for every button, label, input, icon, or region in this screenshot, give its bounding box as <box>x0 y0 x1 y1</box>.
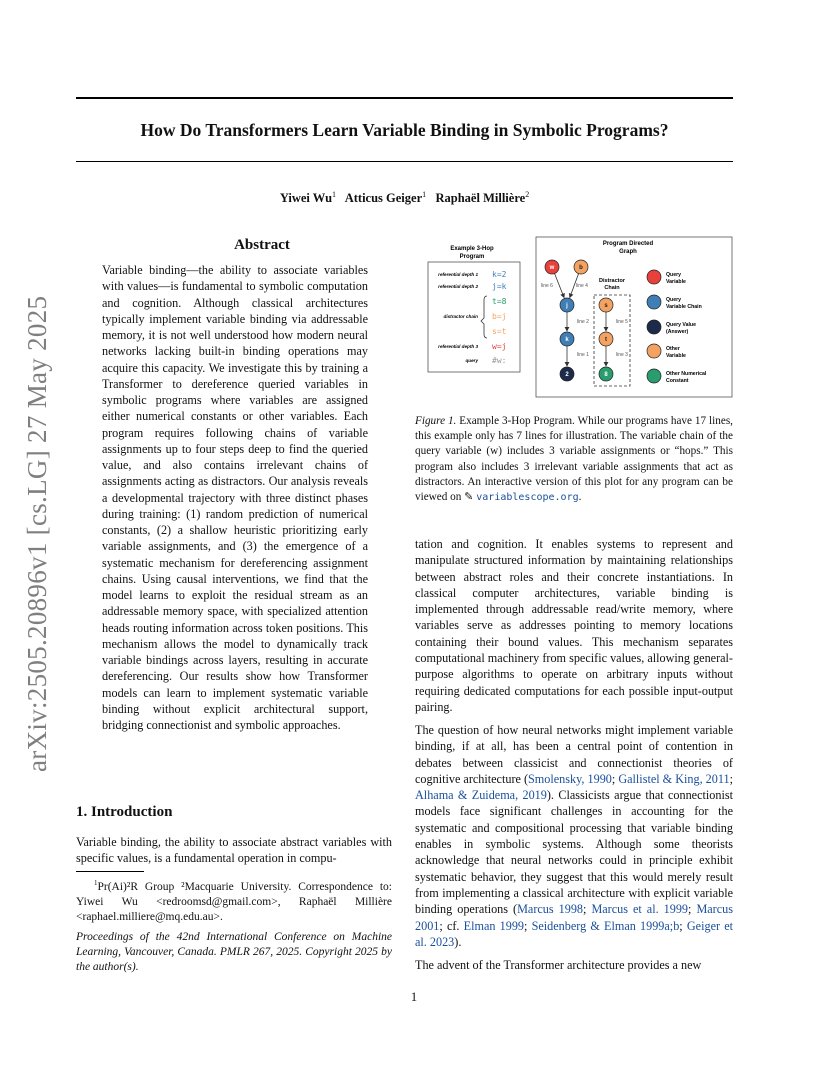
intro-paragraph: Variable binding, the ability to associate abstract variables with specific values, is a fundamental operation in compu- <box>76 835 392 866</box>
legend-swatch <box>647 369 661 383</box>
graph-title: Program Directed <box>602 241 654 247</box>
legend-label: Query Value <box>666 322 696 328</box>
legend-swatch <box>647 344 661 358</box>
legend-label: Query <box>666 272 681 278</box>
author-affiliation: 2 <box>525 190 530 199</box>
legend-label: Other Numerical <box>666 371 707 377</box>
paper-title: How Do Transformers Learn Variable Binding in Symbolic Programs? <box>140 120 669 140</box>
edge-label: line 5 <box>616 319 628 325</box>
legend-label: Constant <box>666 378 689 384</box>
edge-label: line 6 <box>541 283 553 289</box>
legend-label: Query <box>666 297 681 303</box>
graph-node-label: 8 <box>604 372 608 378</box>
citation-link[interactable]: Geiger et al. 2023 <box>415 918 734 949</box>
program-row-label: query <box>465 358 478 363</box>
edge-label: line 1 <box>577 352 589 358</box>
legend-label: Other <box>666 346 680 352</box>
legend-label: Variable <box>666 353 686 359</box>
legend-label: (Answer) <box>666 329 689 335</box>
program-row-code: j=k <box>492 282 507 291</box>
program-row-code: b=j <box>492 312 507 321</box>
footnote-affiliations: $^1$Pr(Ai)²R Group ²Macquarie University. Correspondence to: Yiwei Wu <redroomsd@gmail.com>, Raphaël Millière <raphael.milliere@mq.edu.au>. <box>76 879 392 923</box>
right-paragraph-2 <box>415 722 733 950</box>
para-text: ). <box>454 934 462 949</box>
caption-prefix: Figure 1. <box>415 415 457 427</box>
caption-text: Example 3-Hop Program. While our programs have 17 lines, this example only has 7 lines for illustration. The variable chain of the query variable (w) includes 3 variable assignments or “hops.” This program also includes 3 irrelevant variable assignments that act as distractors. An interactive version of this plot for any program can be viewed on <box>415 415 733 504</box>
program-title-2: Program <box>459 254 485 260</box>
legend-label: Variable <box>666 279 686 285</box>
citation-link[interactable]: Marcus 1998 <box>517 902 584 917</box>
footnote-affiliations-text: Pr(Ai)²R Group ²Macquarie University. Correspondence to: Yiwei Wu <redroomsd@gmail.com>, Raphaël Millière <raphael.milliere@mq.edu.au>. <box>76 880 392 923</box>
page-number: 1 <box>410 990 418 1004</box>
arxiv-stamp: arXiv:2505.20896v1 [cs.LG] 27 May 2025 <box>22 295 52 772</box>
author-name: Yiwei Wu <box>279 191 333 206</box>
program-row-label: referential depth 1 <box>438 272 478 277</box>
citation-link[interactable]: Gallistel & King, 2011 <box>618 771 730 786</box>
distractor-label-2: Chain <box>604 285 620 291</box>
right-paragraph-1: tation and cognition. It enables systems to represent and manipulate structured information by maintaining relationships between abstract roles and their concrete instantiations. In classical computer architectures, variable binding is implemented through addressable read/write memory, where variables serve as addresses pointing to memory locations containing their bound values. This mechanism separates computational machinery from specific values, allowing general-purpose algorithms to operate on arbitrary inputs without requiring dedicated computations for each possible input-output pairing. <box>415 537 733 714</box>
graph-node-label: t <box>605 337 607 343</box>
para-text: ; <box>679 918 687 933</box>
top-rule <box>76 97 733 99</box>
title-rule <box>76 161 733 162</box>
citation-link[interactable]: Smolensky, 1990 <box>528 771 612 786</box>
edge-label: line 4 <box>576 283 588 289</box>
figure-1 <box>414 232 736 404</box>
author-affiliation: 1 <box>422 190 427 199</box>
para-text: ; <box>524 918 532 933</box>
para-text: The question of how neural networks might implement variable binding, if at all, has been a central point of contention in debates between classicist and connectionist theories of cognitive architecture ( <box>415 723 733 786</box>
para-text: ; <box>729 771 733 786</box>
citation-link[interactable]: Marcus et al. 1999 <box>591 902 689 917</box>
caption-link[interactable]: variablescope.org <box>476 492 579 504</box>
author-list <box>76 190 733 206</box>
edge-label: line 2 <box>577 319 589 325</box>
right-paragraph-3: The advent of the Transformer architecture provides a new <box>415 958 702 972</box>
para-text: ; <box>611 771 619 786</box>
legend-swatch <box>647 270 661 284</box>
abstract-text: Variable binding—the ability to associate variables with values—is fundamental to symbolic computation and cognition. Although classical architectures typically implement variable binding via addressable memory, it is not well understood how modern neural networks lacking built-in binding operations may acquire this capacity. We investigate this by training a Transformer to dereference queried variables in symbolic programs where variables are assigned either numerical constants or other variables. Each program requires following chains of variable assignments up to four steps deep to find the queried value, and also contains irrelevant chains of assignments acting as distractors. Our analysis reveals a developmental trajectory with three distinct phases during training: (1) random prediction of numerical constants, (2) a shallow heuristic prioritizing early variable assignments, and (3) the emergence of a systematic mechanism for dereferencing assignment chains. Using causal interventions, we find that the model learns to exploit the residual stream as an addressable memory space, with specialized attention heads routing information across token positions. This mechanism allows the model to dynamically track variable bindings across layers, resulting in accurate dereferencing. Our results show how Transformer models can learn to implement systematic variable binding without explicit architectural support, bridging connectionist and symbolic approaches. <box>102 263 368 732</box>
program-row-code: t=8 <box>492 297 507 306</box>
citation-link[interactable]: Seidenberg & Elman 1999a;b <box>531 918 680 933</box>
graph-node-label: 2 <box>565 372 569 378</box>
legend-label: Variable Chain <box>666 304 702 310</box>
section-heading: 1. Introduction <box>76 804 173 820</box>
citation-link[interactable]: Alhama & Zuidema, 2019 <box>415 788 547 803</box>
graph-node-label: b <box>579 265 583 271</box>
program-row-code: #w: <box>492 356 507 365</box>
program-row-code: s=t <box>492 327 507 336</box>
para-text: ; cf. <box>439 918 464 933</box>
program-row-code: w=j <box>492 342 507 351</box>
author-name: Raphaël Millière <box>435 191 526 206</box>
para-text: ; <box>688 902 697 917</box>
program-row-label: referential depth 2 <box>438 284 478 289</box>
footnote-proceedings: Proceedings of the 42nd International Conference on Machine Learning, Vancouver, Canada. PMLR 267, 2025. Copyright 2025 by the author(s). <box>76 931 392 973</box>
external-link-icon: ✎ <box>464 491 477 504</box>
program-title: Example 3-Hop <box>450 246 494 252</box>
program-row-label: referential depth 3 <box>438 344 478 349</box>
abstract-heading: Abstract <box>234 237 290 253</box>
para-text: ; <box>583 902 592 917</box>
distractor-label: Distractor <box>599 278 625 284</box>
graph-node-label: k <box>565 337 569 343</box>
graph-node-label: s <box>604 303 608 309</box>
legend-swatch <box>647 295 661 309</box>
footnote-rule <box>76 871 144 872</box>
figure-caption <box>415 414 733 505</box>
program-row-label: distractor chain <box>443 314 478 319</box>
citation-link[interactable]: Marcus 2001 <box>415 902 733 933</box>
edge-label: line 3 <box>616 352 628 358</box>
graph-title-2: Graph <box>619 249 637 255</box>
author-name: Atticus Geiger <box>344 191 423 206</box>
graph-node-label: j <box>566 303 568 309</box>
author-affiliation: 1 <box>332 190 337 199</box>
figure-1-diagram <box>414 232 736 404</box>
citation-link[interactable]: Elman 1999 <box>463 918 525 933</box>
graph-node-label: w <box>549 265 555 271</box>
caption-suffix: . <box>578 491 582 504</box>
legend-swatch <box>647 320 661 334</box>
program-row-code: k=2 <box>492 270 507 279</box>
para-text: ). Classicists argue that connectionist models face significant challenges in accounting for the systematic and compositional processing that variable binding enables in symbolic systems. Although some theorists acknowledge that neural networks could in principle exhibit systematic behavior, they suggest that this would merely result from implementing a classical architecture with explicit variable binding operations ( <box>415 788 733 917</box>
